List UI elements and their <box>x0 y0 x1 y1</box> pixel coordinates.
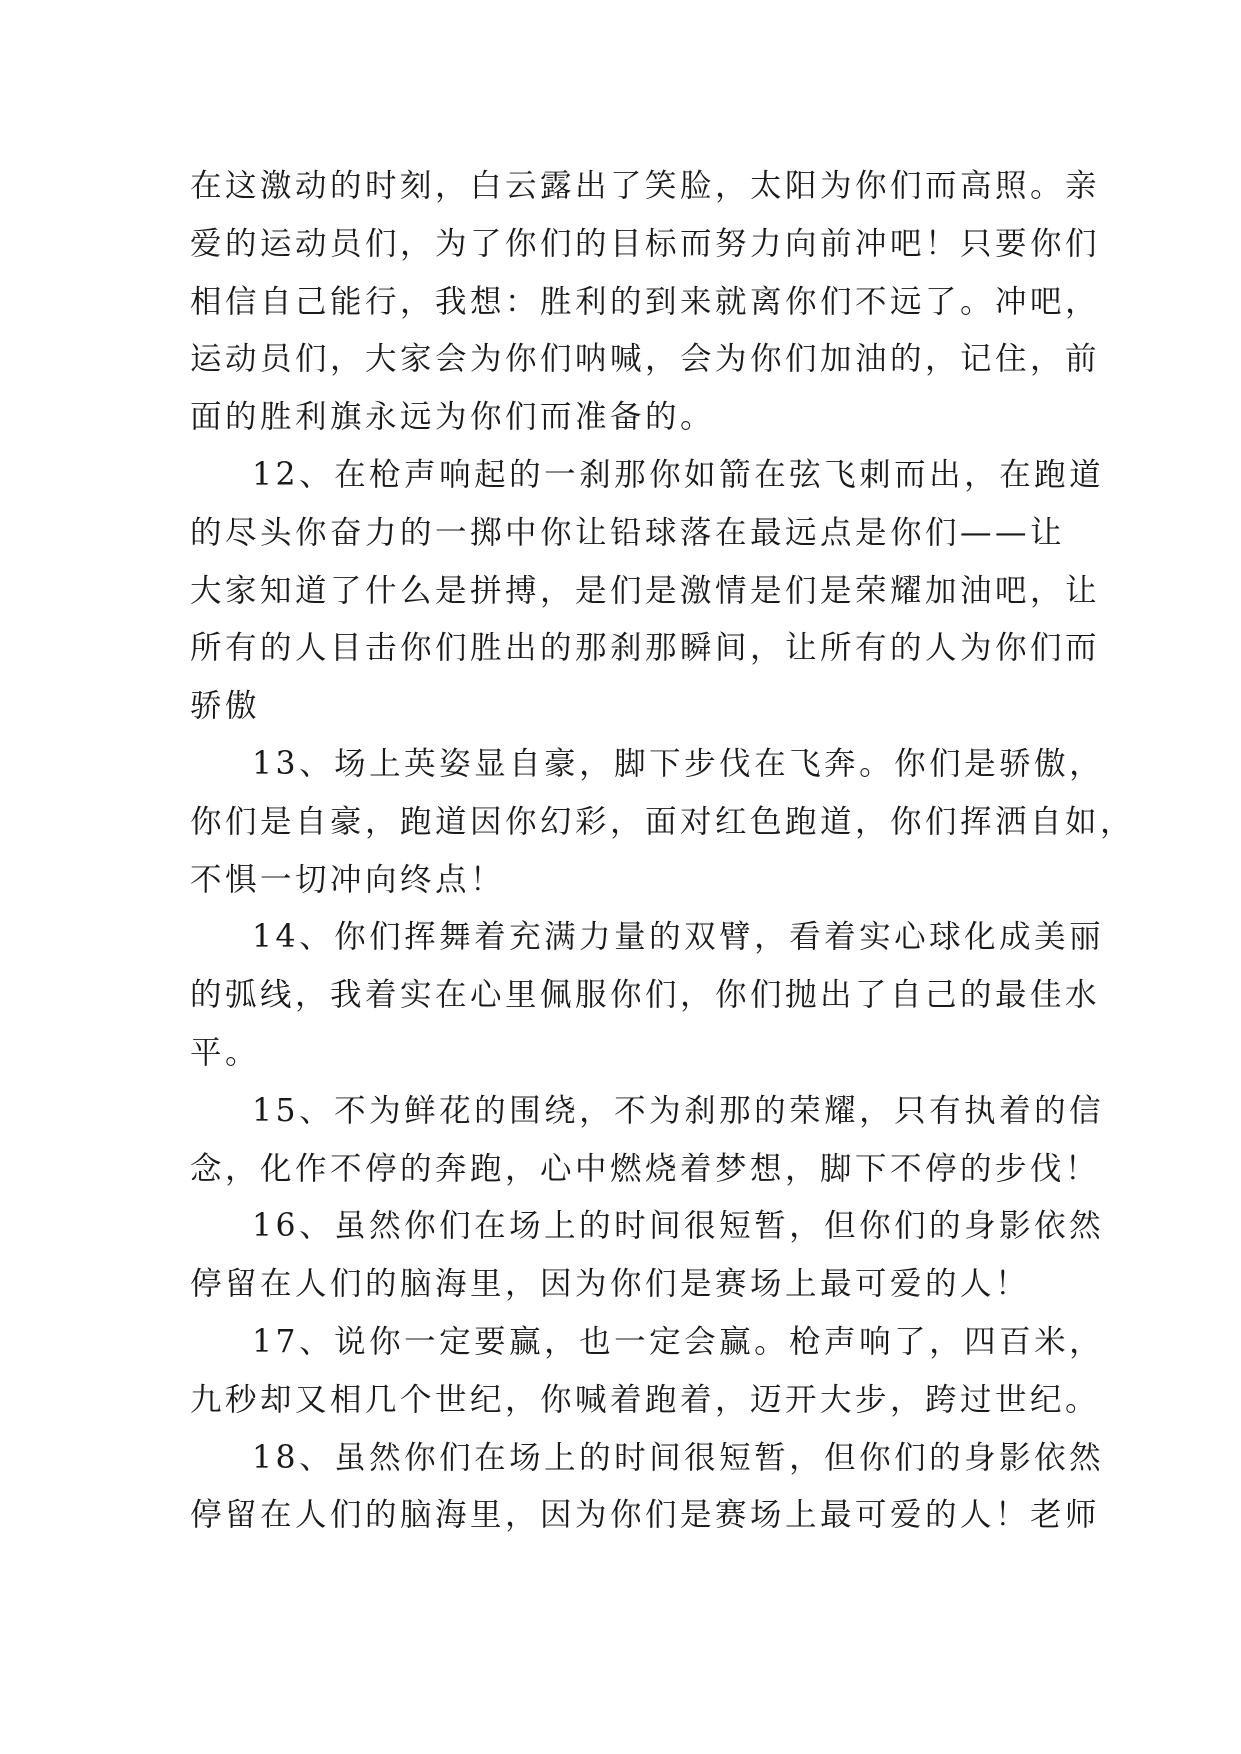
text-line: 面的胜利旗永远为你们而准备的。 <box>190 399 716 436</box>
text-line: 的尽头你奋力的一掷中你让铅球落在最远点是你们——让 <box>190 514 1066 551</box>
text-line: 在这激动的时刻，白云露出了笑脸，太阳为你们而高照。亲 <box>190 168 1101 204</box>
text-line: 九秒却又相几个世纪，你喊着跑着，迈开大步，跨过世纪。 <box>190 1381 1101 1418</box>
text-line: 16、虽然你们在场上的时间很短暂，但你们的身影依然 <box>252 1208 1105 1245</box>
text-line: 停留在人们的脑海里，因为你们是赛场上最可爱的人！ <box>190 1266 1031 1303</box>
text-line: 17、说你一定要赢，也一定会赢。枪声响了，四百米， <box>252 1323 1105 1360</box>
text-line: 停留在人们的脑海里，因为你们是赛场上最可爱的人！老师 <box>190 1497 1101 1534</box>
text-line: 运动员们，大家会为你们呐喊，会为你们加油的，记住，前 <box>190 341 1101 378</box>
text-line: 你们是自豪，跑道因你幻彩，面对红色跑道，你们挥洒自如， <box>190 803 1136 840</box>
text-line: 念，化作不停的奔跑，心中燃烧着梦想，脚下不停的步伐！ <box>190 1150 1101 1187</box>
text-line: 18、虽然你们在场上的时间很短暂，但你们的身影依然 <box>252 1439 1105 1476</box>
text-line: 平。 <box>190 1034 261 1071</box>
body-text <box>190 158 1136 1545</box>
text-line: 的弧线，我着实在心里佩服你们，你们抛出了自己的最佳水 <box>190 977 1101 1014</box>
text-line: 骄傲 <box>190 688 261 725</box>
text-line: 13、场上英姿显自豪，脚下步伐在飞奔。你们是骄傲， <box>252 745 1105 782</box>
text-line: 12、在枪声响起的一刹那你如箭在弦飞刺而出，在跑道 <box>252 456 1105 493</box>
text-line: 相信自己能行，我想：胜利的到来就离你们不远了。冲吧， <box>190 283 1101 320</box>
text-line: 爱的运动员们，为了你们的目标而努力向前冲吧！只要你们 <box>190 225 1101 262</box>
text-line: 大家知道了什么是拼搏，是们是激情是们是荣耀加油吧，让 <box>190 572 1101 609</box>
text-line: 15、不为鲜花的围绕，不为刹那的荣耀，只有执着的信 <box>252 1092 1105 1129</box>
text-line: 所有的人目击你们胜出的那刹那瞬间，让所有的人为你们而 <box>190 630 1101 667</box>
text-line: 14、你们挥舞着充满力量的双臂，看着实心球化成美丽 <box>252 919 1105 956</box>
text-line: 不惧一切冲向终点！ <box>190 861 506 898</box>
